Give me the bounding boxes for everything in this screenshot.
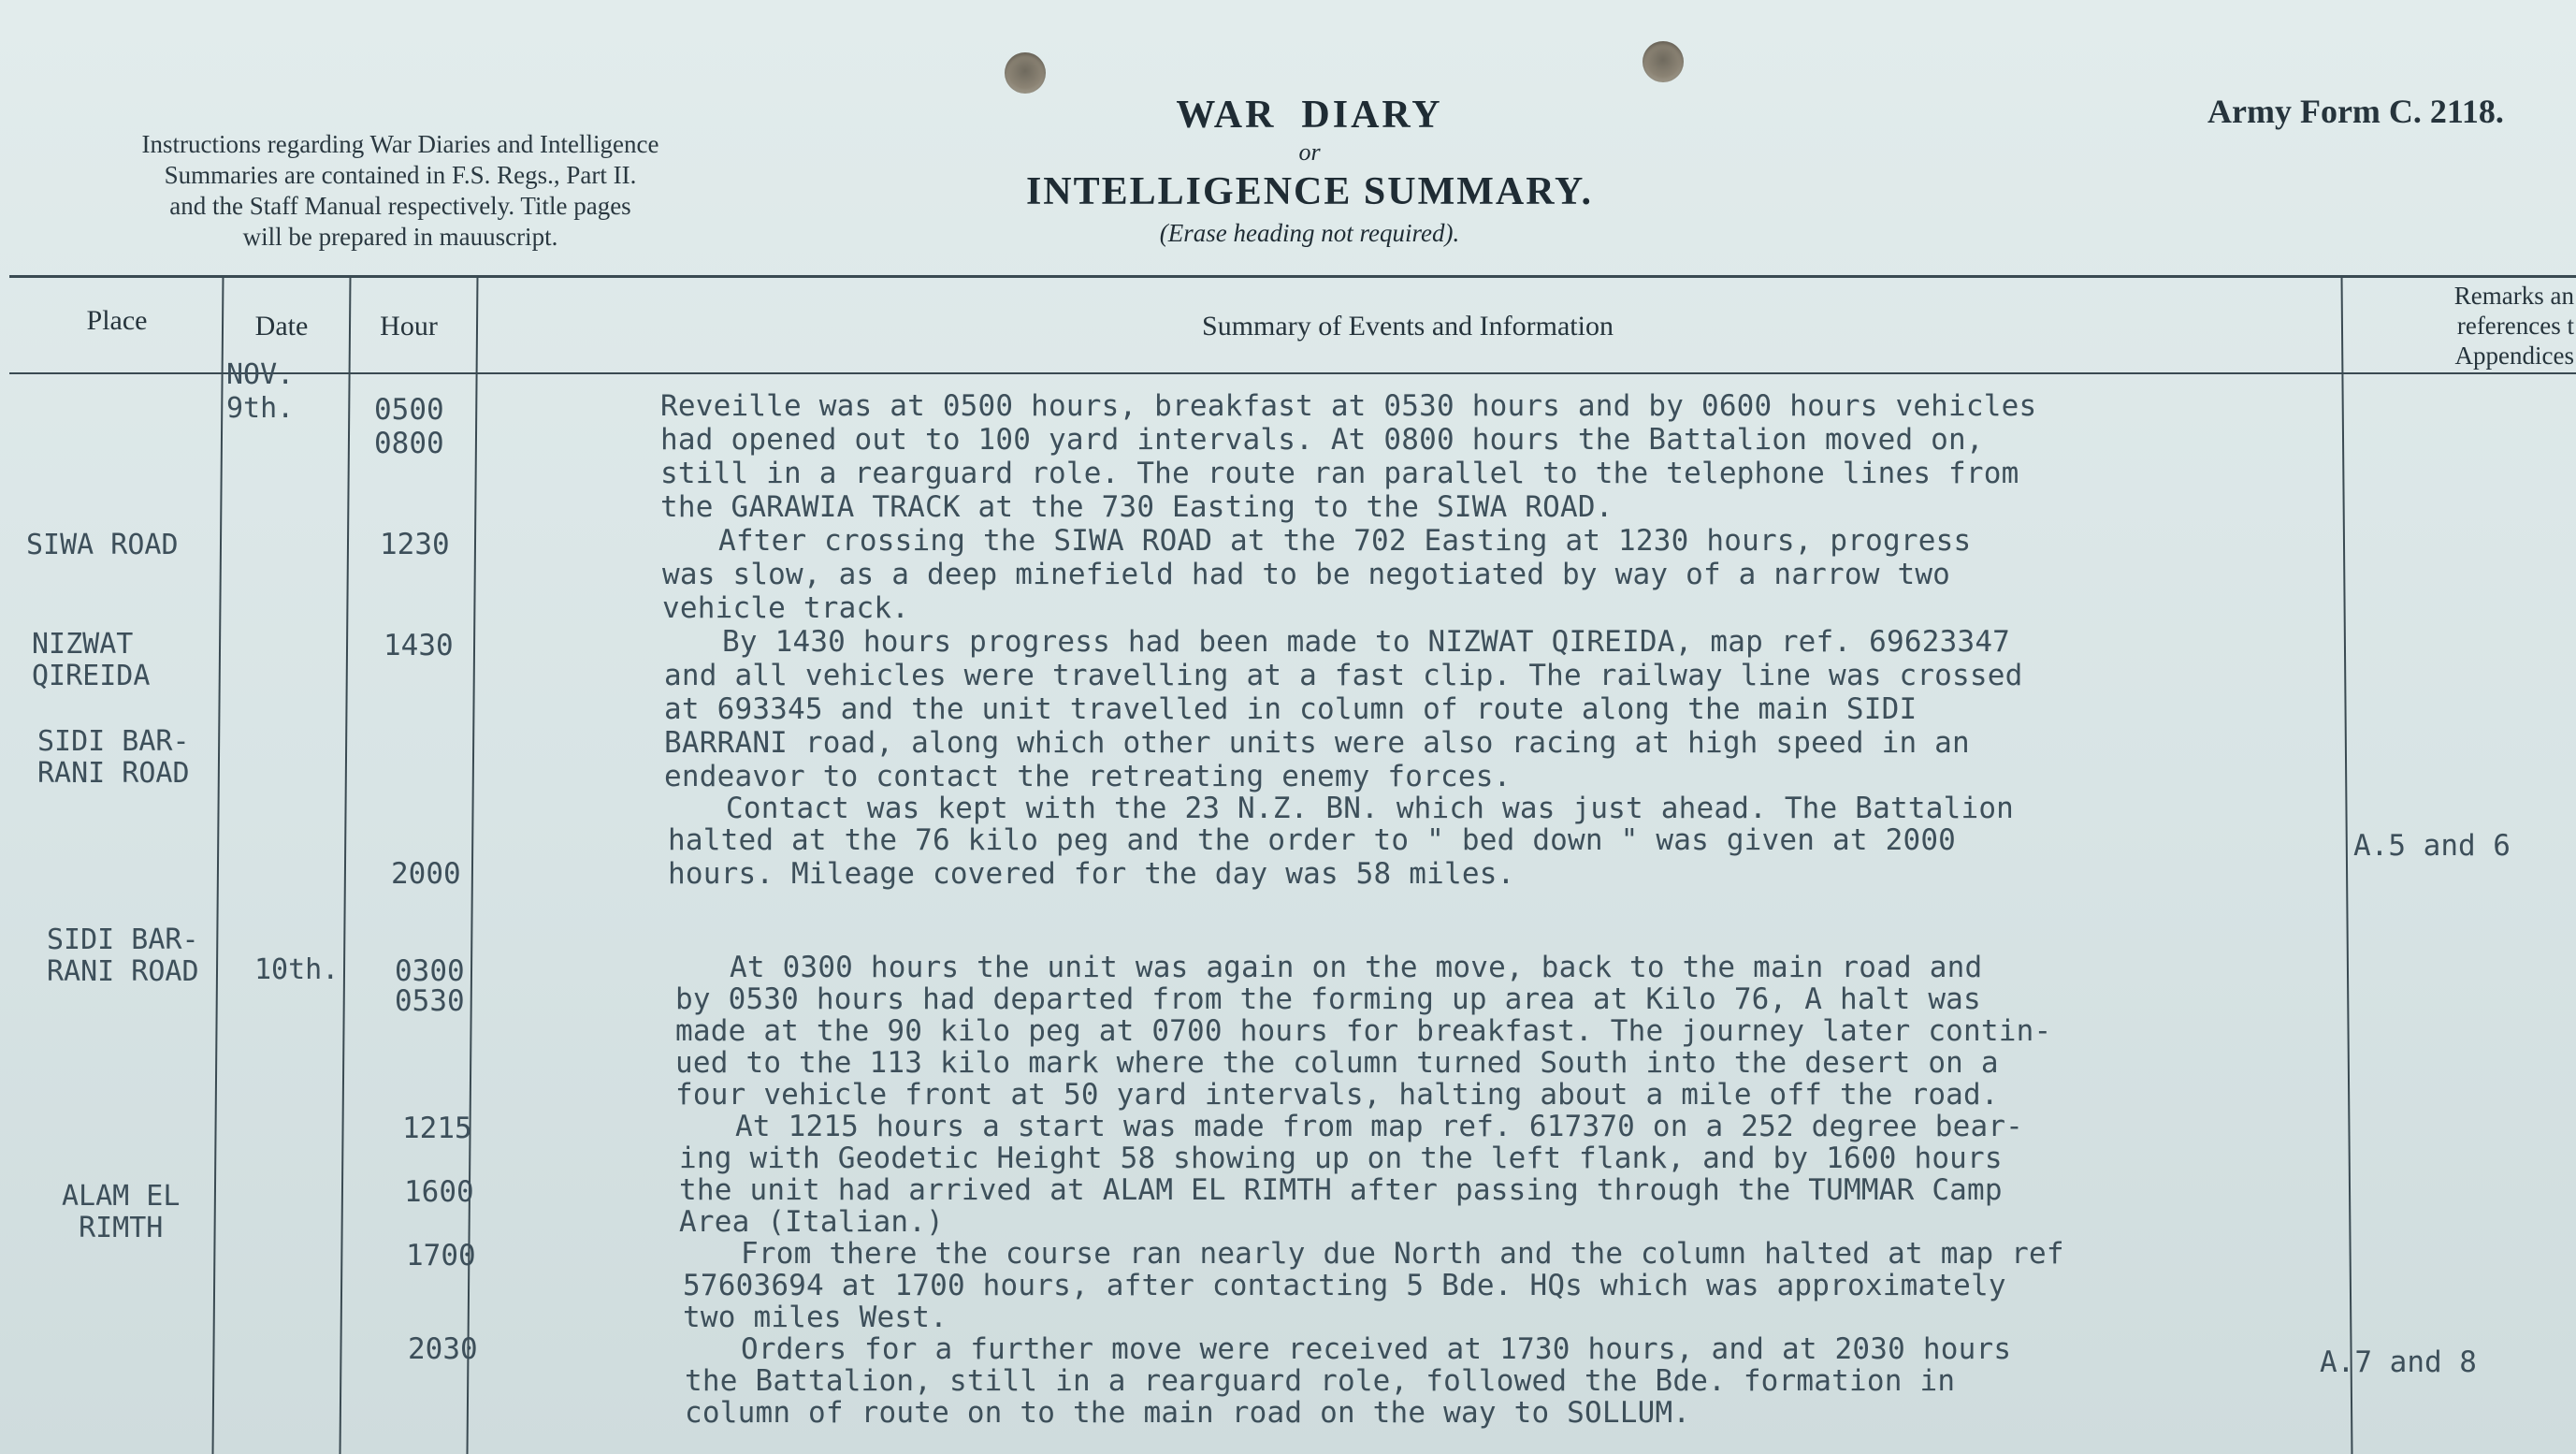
summary-line: By 1430 hours progress had been made to NIZWAT QIREIDA, map ref. 69623347 xyxy=(722,625,2011,659)
column-header-hour: Hour xyxy=(380,311,438,342)
column-rule xyxy=(212,277,224,1454)
punch-hole-right xyxy=(1643,41,1684,82)
summary-line: BARRANI road, along which other units were also racing at high speed in an xyxy=(664,726,1970,760)
hour-entry: 0300 xyxy=(395,954,465,988)
summary-line: made at the 90 kilo peg at 0700 hours for breakfast. The journey later contin- xyxy=(675,1014,2052,1048)
place-entry xyxy=(26,530,179,561)
place-entry xyxy=(47,924,199,988)
instructions-line: Summaries are contained in F.S. Regs., Part II. xyxy=(164,161,637,189)
date-day: 9th. xyxy=(226,392,295,425)
summary-line: 57603694 at 1700 hours, after contacting 5 Bde. HQs which was approximately xyxy=(683,1269,2006,1302)
instructions-note xyxy=(45,129,756,253)
title-intelligence-summary: INTELLIGENCE SUMMARY. xyxy=(1025,170,1594,213)
summary-line: the unit had arrived at ALAM EL RIMTH after passing through the TUMMAR Camp xyxy=(679,1173,2003,1207)
hour-entry: 0530 xyxy=(395,984,465,1018)
title-war-diary: WAR DIARY xyxy=(1176,94,1443,137)
punch-hole-left xyxy=(1005,52,1046,94)
column-rule xyxy=(340,277,352,1454)
instructions-line: Instructions regarding War Diaries and Intelligence xyxy=(141,130,659,158)
remark-reference: A.5 and 6 xyxy=(2353,829,2511,863)
place-line: RANI ROAD xyxy=(37,757,190,790)
hour-entry: 1700 xyxy=(406,1239,476,1272)
hour-entry: 2030 xyxy=(408,1332,478,1366)
instructions-line: will be prepared in mauuscript. xyxy=(242,223,558,251)
hour-entry: 1230 xyxy=(380,528,450,561)
form-title xyxy=(982,92,1637,249)
summary-line: had opened out to 100 yard intervals. At 0800 hours the Battalion moved on, xyxy=(660,423,1984,457)
header-bottom-rule xyxy=(9,372,2576,374)
summary-line: hours. Mileage covered for the day was 58 miles. xyxy=(668,857,1515,891)
place-line: SIDI BAR- xyxy=(47,923,199,956)
date-day: 10th. xyxy=(254,953,340,986)
summary-line: column of route on to the main road on the way to SOLLUM. xyxy=(685,1396,1691,1430)
summary-line: and all vehicles were travelling at a fast clip. The railway line was crossed xyxy=(664,659,2023,692)
column-header-summary: Summary of Events and Information xyxy=(1202,311,1614,342)
summary-line: Reveille was at 0500 hours, breakfast at 0530 hours and by 0600 hours vehicles xyxy=(660,389,2037,423)
remarks-header-line: Remarks an xyxy=(2453,282,2574,310)
place-entry xyxy=(32,629,150,692)
hour-entry: 2000 xyxy=(391,857,461,891)
remarks-header-line: references t xyxy=(2456,312,2574,340)
title-or: or xyxy=(1298,138,1321,166)
place-line: NIZWAT xyxy=(32,628,134,661)
column-rule xyxy=(2341,277,2353,1454)
hour-entry: 1600 xyxy=(404,1175,474,1209)
header-top-rule xyxy=(9,275,2576,278)
summary-line: endeavor to contact the retreating enemy forces. xyxy=(664,760,1512,793)
remarks-header-line: Appendices xyxy=(2454,342,2574,370)
summary-line: at 693345 and the unit travelled in column of route along the main SIDI xyxy=(664,692,1918,726)
column-header-date: Date xyxy=(254,311,309,342)
title-note: (Erase heading not required). xyxy=(1159,219,1460,247)
summary-line: the GARAWIA TRACK at the 730 Easting to the SIWA ROAD. xyxy=(660,490,1614,524)
summary-line: four vehicle front at 50 yard intervals, halting about a mile off the road. xyxy=(675,1078,1999,1112)
column-rule xyxy=(467,277,479,1454)
instructions-line: and the Staff Manual respectively. Title pages xyxy=(169,192,631,220)
summary-line: Orders for a further move were received at 1730 hours, and at 2030 hours xyxy=(741,1332,2012,1366)
summary-line: After crossing the SIWA ROAD at the 702 Easting at 1230 hours, progress xyxy=(718,524,1972,558)
summary-line: Contact was kept with the 23 N.Z. BN. which was just ahead. The Battalion xyxy=(726,792,2015,825)
place-line: SIDI BAR- xyxy=(37,725,190,758)
summary-line: Area (Italian.) xyxy=(679,1205,944,1239)
hour-entry: 1430 xyxy=(384,629,454,662)
place-line: SIWA ROAD xyxy=(26,529,179,561)
summary-line: was slow, as a deep minefield had to be negotiated by way of a narrow two xyxy=(662,558,1951,591)
summary-line: vehicle track. xyxy=(662,591,910,625)
place-entry xyxy=(37,726,190,790)
hour-entry: 0800 xyxy=(374,427,444,460)
place-line: QIREIDA xyxy=(32,660,151,692)
hour-entry: 0500 xyxy=(374,393,444,427)
summary-line: the Battalion, still in a rearguard role, followed the Bde. formation in xyxy=(685,1364,1956,1398)
summary-line: ing with Geodetic Height 58 showing up on the left flank, and by 1600 hours xyxy=(679,1141,2003,1175)
summary-line: At 1215 hours a start was made from map ref. 617370 on a 252 degree bear- xyxy=(735,1110,2024,1143)
column-header-remarks xyxy=(2350,281,2574,371)
hour-entry: 1215 xyxy=(402,1112,472,1145)
summary-line: At 0300 hours the unit was again on the move, back to the main road and xyxy=(730,951,1983,984)
place-entry xyxy=(62,1181,180,1244)
summary-line: halted at the 76 kilo peg and the order to " bed down " was given at 2000 xyxy=(668,823,1957,857)
form-number: Army Form C. 2118. xyxy=(2207,93,2504,130)
summary-line: still in a rearguard role. The route ran parallel to the telephone lines from xyxy=(660,457,2019,490)
summary-line: ued to the 113 kilo mark where the column turned South into the desert on a xyxy=(675,1046,1999,1080)
summary-line: two miles West. xyxy=(683,1301,948,1334)
place-line: ALAM EL xyxy=(62,1180,181,1213)
remark-reference: A.7 and 8 xyxy=(2320,1345,2477,1379)
place-line: RANI ROAD xyxy=(47,955,199,988)
summary-line: From there the course ran nearly due North and the column halted at map ref xyxy=(741,1237,2064,1271)
column-header-place: Place xyxy=(86,305,148,336)
summary-line: by 0530 hours had departed from the forming up area at Kilo 76, A halt was xyxy=(675,982,1981,1016)
date-month: NOV. xyxy=(226,358,295,391)
place-line: RIMTH xyxy=(79,1212,164,1244)
